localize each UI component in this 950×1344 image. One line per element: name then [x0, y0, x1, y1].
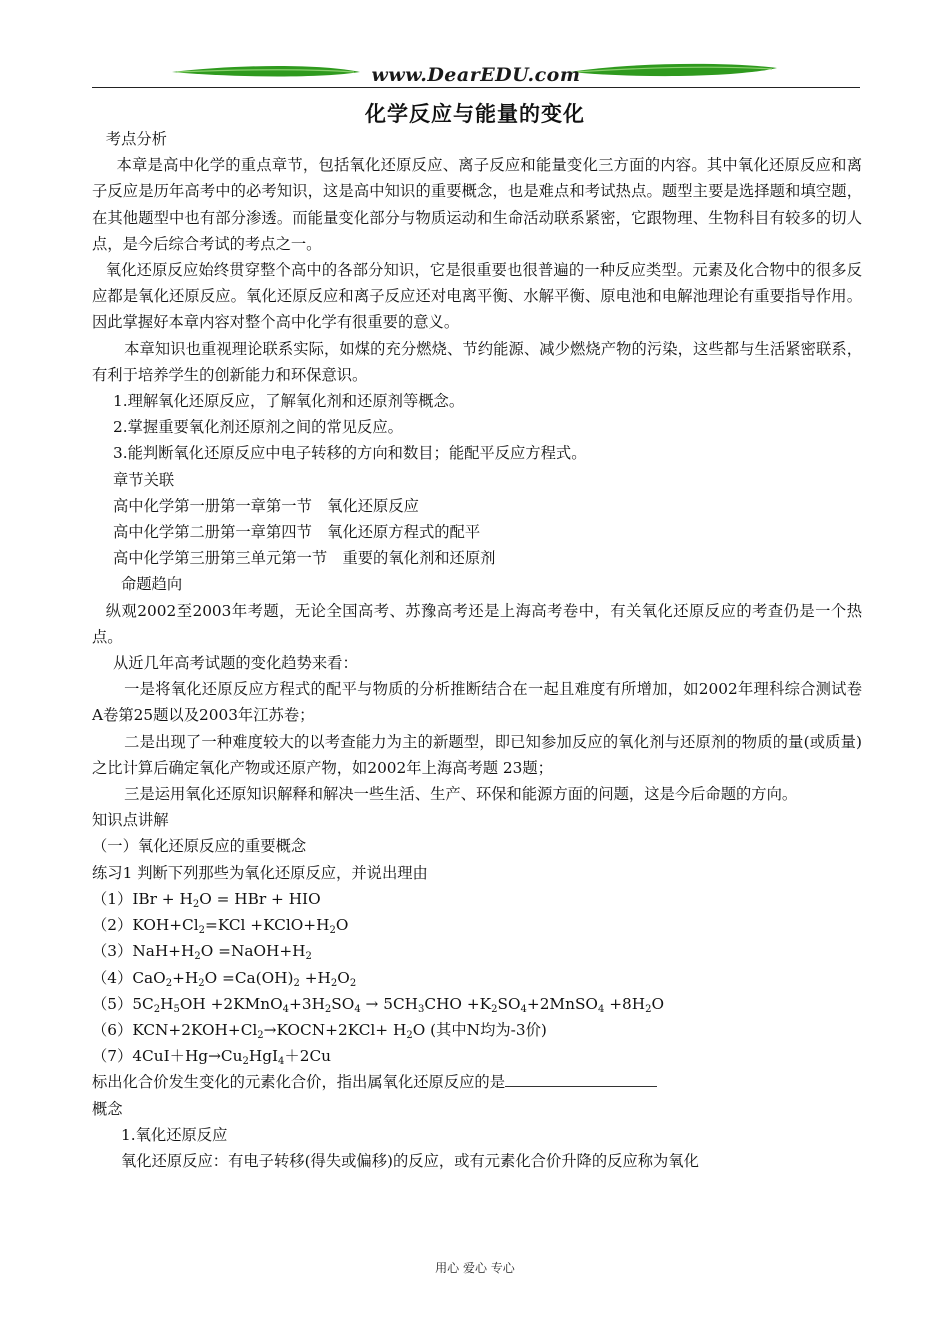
arrow-icon: →: [360, 994, 384, 1013]
fill-in-question: 标出化合价发生变化的元素化合价，指出属氧化还原反应的是: [92, 1069, 862, 1095]
list-item: 高中化学第二册第一章第四节 氧化还原方程式的配平: [113, 523, 481, 542]
exercise-prompt: 练习1 判断下列那些为氧化还原反应，并说出理由: [92, 863, 428, 882]
header-rule: [92, 87, 860, 88]
list-item: 高中化学第一册第一章第一节 氧化还原反应: [113, 496, 419, 515]
subsection-heading: （一）氧化还原反应的重要概念: [92, 837, 307, 856]
paragraph: 本章知识也重视理论联系实际，如煤的充分燃烧、节约能源、减少燃烧产物的污染，这些都与生活紧密联系，有利于培养学生的创新能力和环保意识。: [92, 339, 862, 384]
section-heading-mingti: 命题趋向: [121, 575, 183, 594]
list-item: 3.能判断氧化还原反应中电子转移的方向和数目；能配平反应方程式。: [113, 444, 587, 463]
section-heading-kaodian: 考点分析: [105, 130, 167, 148]
reaction-4: $(4)CaO_2+H_2O =Ca(OH)_2 +H_2O_2$: [92, 968, 357, 989]
paragraph: 从近几年高考试题的变化趋势来看：: [113, 654, 358, 673]
reaction-7: $(7)4CuI+Hg\to Cu_2HgI_4+2Cu$: [92, 1047, 332, 1068]
paragraph: 一是将氧化还原反应方程式的配平与物质的分析推断结合在一起且难度有所增加，如2002年理科综合测试卷A卷第25题以及2003年江苏卷；: [92, 680, 862, 725]
paragraph: 三是运用氧化还原知识解释和解决一些生活、生产、环保和能源方面的问题，这是今后命题的方向。: [124, 785, 798, 804]
list-item: 高中化学第三册第三单元第一节 重要的氧化剂和还原剂: [113, 549, 496, 568]
paragraph: 二是出现了一种难度较大的以考查能力为主的新题型，即已知参加反应的氧化剂与还原剂的物质的量(或质量)之比计算后确定氧化产物或还原产物，如2002年上海高考题 23题；: [92, 732, 862, 777]
paragraph: 氧化还原反应：有电子转移(得失或偏移)的反应，或有元素化合价升降的反应称为氧化: [121, 1151, 699, 1170]
arrow-icon: →: [263, 1020, 277, 1039]
reaction-5: $(5)5C_2H_5OH$ $+2KMnO_4+3H_2SO_4 \to 5CH_3CHO$ $+K_2SO_4+2MnSO_4 +8H_2O$: [92, 994, 665, 1015]
page-footer: 用心 爱心 专心: [435, 1261, 515, 1275]
concept-subheading: 1.氧化还原反应: [121, 1125, 228, 1144]
page-title: 化学反应与能量的变化: [365, 102, 585, 126]
section-heading-zhishi: 知识点讲解: [92, 811, 169, 830]
reaction-6: $(6)KCN+2KOH+Cl_2\to KOCN+2KCl+ H_2O$ (其中N均为-3价): [92, 1020, 547, 1041]
paragraph: 本章是高中化学的重点章节，包括氧化还原反应、离子反应和能量变化三方面的内容。其中氧化还原反应和离子反应是历年高考中的必考知识，这是高中知识的重要概念，也是难点和考试热点。题型主要是选择题和填空题，在其他题型中也有部分渗透。而能量变化部分与物质运动和生命活动联系紧密，它跟物理、生物科目有较多的切人点，是今后综合考试的考点之一。: [92, 156, 862, 253]
header-banner: [92, 58, 860, 92]
section-heading-zhangjie: 章节关联: [113, 470, 175, 489]
paragraph: 纵观2002至2003年考题，无论全国高考、苏豫高考还是上海高考卷中，有关氧化还原反应的考查仍是一个热点。: [92, 601, 862, 646]
document-body: [92, 126, 862, 1174]
paragraph: 氧化还原反应始终贯穿整个高中的各部分知识，它是很重要也很普遍的一种反应类型。元素及化合物中的很多反应都是氧化还原反应。氧化还原反应和离子反应还对电离平衡、水解平衡、原电池和电解池理论有重要指导作用。因此掌握好本章内容对整个高中化学有很重要的意义。: [92, 261, 862, 332]
list-item: 2.掌握重要氧化剂还原剂之间的常见反应。: [113, 418, 403, 437]
arrow-icon: →: [208, 1047, 221, 1066]
answer-blank[interactable]: [505, 1072, 657, 1087]
list-item: 1.理解氧化还原反应，了解氧化剂和还原剂等概念。: [113, 392, 465, 411]
reaction-2: $(2)KOH+Cl_2=KCl$ $+KClO+H_2O$: [92, 916, 349, 937]
reaction-1: $(1)IBr + H_2O$ = HBr + HIO: [92, 889, 321, 910]
site-url[interactable]: www.DearEDU.com: [371, 64, 581, 86]
concept-heading: 概念: [92, 1099, 123, 1118]
reaction-3: $(3)NaH+H_2O$ $=NaOH+H_2$: [92, 942, 312, 963]
